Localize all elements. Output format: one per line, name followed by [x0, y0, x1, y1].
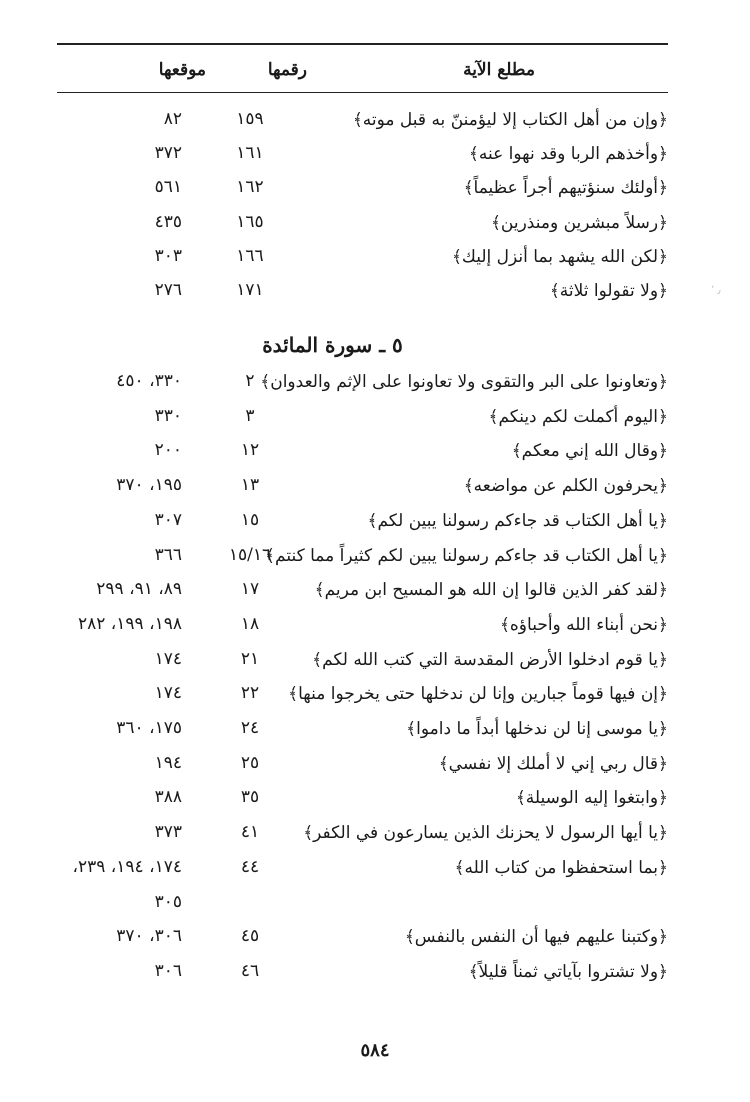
verse-number: ١٣ — [240, 475, 260, 496]
verse-number: ١٥ — [240, 509, 260, 530]
verse-number: ١٧ — [240, 579, 260, 600]
verse-number: ١٥٩ — [236, 109, 264, 129]
page-positions: ١٧٥، ٣٦٠ — [116, 718, 182, 738]
verse-number: ٤١ — [240, 822, 260, 843]
page-positions: ١٧٤ — [154, 648, 182, 669]
verse-number: ٤٥ — [240, 926, 260, 947]
page-positions: ٣٣٠ — [154, 405, 182, 426]
verse-number: ٢ — [245, 371, 255, 391]
verse-text: ﴿نحن أبناء الله وأحباؤه﴾ — [499, 614, 668, 635]
verse-text: ﴿يحرفون الكلم عن مواضعه﴾ — [463, 476, 668, 497]
verse-text: ﴿وتعاونوا على البر والتقوى ولا تعاونوا على الإثم والعدوان﴾ — [260, 372, 668, 392]
verse-number: ١٦٥ — [236, 211, 264, 232]
verse-number: ١٨ — [240, 613, 260, 634]
verse-number: ١٦٦ — [236, 245, 264, 266]
verse-text: ﴿اليوم أكملت لكم دينكم﴾ — [488, 406, 668, 427]
verse-number: ٣ — [245, 405, 255, 426]
page-positions: ٣٠٦، ٣٧٠ — [116, 926, 182, 947]
top-rule — [57, 43, 668, 45]
header-number: رقمها — [267, 60, 307, 80]
verse-number: ١٧١ — [236, 280, 264, 300]
table-row — [57, 175, 668, 205]
verse-number: ٢٢ — [240, 683, 260, 704]
verse-number: ٤٦ — [240, 960, 260, 981]
verse-text: ﴿إن فيها قوماً جبارين وإنا لن ندخلها حتى يخرجوا منها﴾ — [288, 684, 668, 705]
verse-text: ﴿وابتغوا إليه الوسيلة﴾ — [515, 788, 668, 809]
verse-text: ﴿وأخذهم الربا وقد نهوا عنه﴾ — [468, 144, 668, 165]
verse-text: ﴿ولا تقولوا ثلاثة﴾ — [549, 281, 668, 301]
verse-text: ﴿لكن الله يشهد بما أنزل إليك﴾ — [451, 246, 668, 267]
page-positions: ٨٢ — [163, 109, 182, 129]
page-positions: ٨٩، ٩١، ٢٩٩ — [96, 579, 182, 600]
verse-text: ﴿يا أهل الكتاب قد جاءكم رسولنا يبين لكم﴾ — [367, 510, 668, 531]
page-positions: ٣٠٥ — [154, 891, 182, 912]
verse-number: ٢٤ — [240, 718, 260, 738]
verse-number: ١٥/١٦ — [228, 544, 272, 565]
verse-text: ﴿بما استحفظوا من كتاب الله﴾ — [454, 857, 668, 878]
page-positions: ٣٨٨ — [154, 787, 182, 808]
table-row — [57, 820, 668, 850]
verse-text: ﴿يا موسى إنا لن ندخلها أبداً ما داموا﴾ — [406, 719, 668, 739]
verse-text: ﴿وكتبنا عليهم فيها أن النفس بالنفس﴾ — [404, 927, 668, 948]
page-positions: ٢٠٠ — [154, 440, 182, 461]
header-rule — [57, 92, 668, 93]
table-row — [57, 681, 668, 711]
verse-number: ٤٤ — [240, 856, 260, 877]
verse-text: ﴿وقال الله إني معكم﴾ — [511, 441, 668, 462]
table-row — [57, 210, 668, 240]
surah-heading — [57, 333, 668, 357]
table-row — [57, 959, 668, 989]
verse-number: ٣٥ — [240, 787, 260, 808]
table-header — [57, 56, 668, 88]
table-row — [57, 369, 668, 399]
verse-text: ﴿قال ربي إني لا أملك إلا نفسي﴾ — [438, 753, 668, 774]
header-verse: مطلع الآية — [463, 60, 535, 80]
table-row — [57, 647, 668, 677]
table-row — [57, 438, 668, 468]
verse-text: ﴿يا قوم ادخلوا الأرض المقدسة التي كتب الله لكم﴾ — [312, 649, 668, 670]
verse-text: ﴿وإن من أهل الكتاب إلا ليؤمننّ به قبل موته﴾ — [352, 110, 668, 130]
verse-text: ﴿ولا تشتروا بآياتي ثمناً قليلاً﴾ — [468, 961, 668, 982]
verse-text: ﴿رسلاً مبشرين ومنذرين﴾ — [490, 212, 668, 233]
page-positions: ١٩٤ — [154, 752, 182, 773]
verse-text: ﴿يا أهل الكتاب قد جاءكم رسولنا يبين لكم كثيراً مما كنتم﴾ — [265, 545, 668, 566]
page-positions: ١٧٤، ١٩٤، ٢٣٩، — [72, 856, 182, 877]
table-row — [57, 278, 668, 308]
page-positions: ٣٦٦ — [154, 544, 182, 565]
page-positions: ٢٧٦ — [154, 280, 182, 300]
page-positions: ٥٦١ — [154, 177, 182, 198]
page-positions: ١٩٥، ٣٧٠ — [116, 475, 182, 496]
verse-text: ﴿أولئك سنؤتيهم أجراً عظيماً﴾ — [463, 178, 668, 199]
table-row — [57, 577, 668, 607]
table-row — [57, 473, 668, 503]
header-position: موقعها — [158, 60, 206, 80]
table-row — [57, 890, 668, 920]
verse-text: ﴿لقد كفر الذين قالوا إن الله هو المسيح ابن مريم﴾ — [314, 580, 668, 601]
margin-mark: ’ ٫ — [711, 285, 721, 296]
table-row — [57, 924, 668, 954]
verse-number: ١٦١ — [236, 143, 264, 164]
page-positions: ١٧٤ — [154, 683, 182, 704]
surah-heading-text: ٥ ـ سورة المائدة — [262, 333, 403, 357]
page-positions: ٣٠٣ — [154, 245, 182, 266]
table-row — [57, 612, 668, 642]
table-row — [57, 404, 668, 434]
page-positions: ١٩٨، ١٩٩، ٢٨٢ — [78, 613, 182, 634]
verse-text: ﴿يا أيها الرسول لا يحزنك الذين يسارعون في الكفر﴾ — [303, 823, 668, 844]
page-positions: ٣٠٧ — [154, 509, 182, 530]
verse-number: ١٢ — [240, 440, 260, 461]
page-positions: ٣٧٢ — [154, 143, 182, 164]
verse-number: ٢١ — [240, 648, 260, 669]
table-row — [57, 107, 668, 137]
page-positions: ٣٣٠، ٤٥٠ — [116, 371, 182, 391]
table-row — [57, 141, 668, 171]
table-row — [57, 751, 668, 781]
page-positions: ٤٣٥ — [154, 211, 182, 232]
page-positions: ٣٧٣ — [154, 822, 182, 843]
table-row — [57, 244, 668, 274]
table-row — [57, 716, 668, 746]
page-number: ٥٨٤ — [360, 1040, 390, 1061]
table-row — [57, 543, 668, 573]
table-row — [57, 508, 668, 538]
verse-number: ٢٥ — [240, 752, 260, 773]
table-row — [57, 785, 668, 815]
page-positions: ٣٠٦ — [154, 960, 182, 981]
table-row — [57, 855, 668, 885]
verse-number: ١٦٢ — [236, 177, 264, 198]
